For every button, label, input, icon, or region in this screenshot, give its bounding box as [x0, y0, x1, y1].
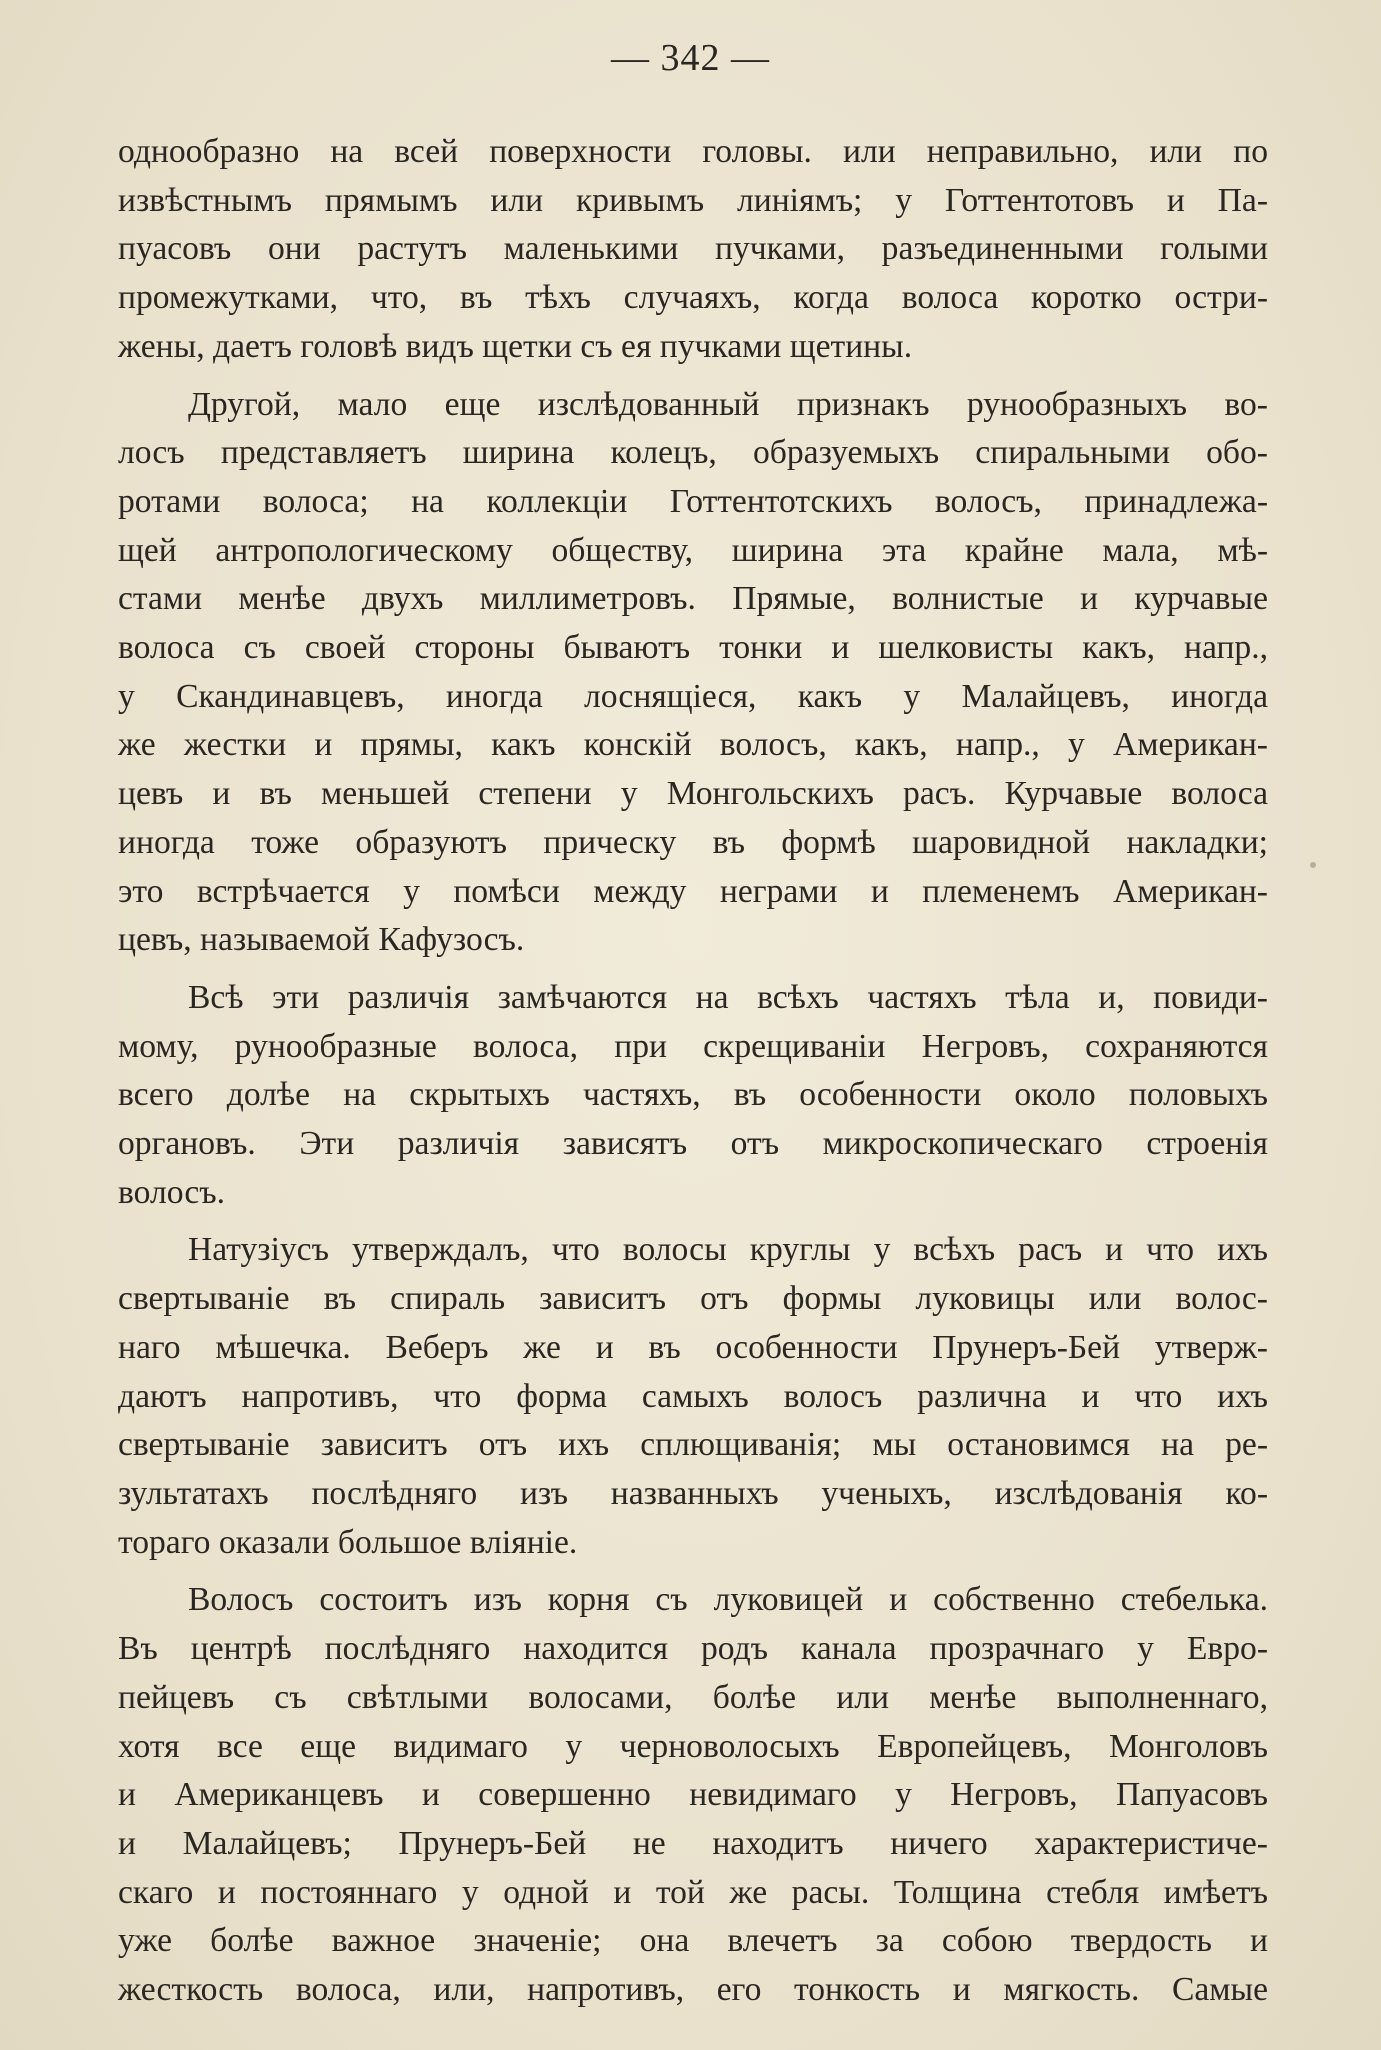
text-line: лосъ представляетъ ширина колецъ, образуемыхъ спиральными обо- [118, 434, 1268, 472]
text-line: зультатахъ послѣдняго изъ названныхъ ученыхъ, изслѣдованія ко- [118, 1474, 1268, 1512]
text-line: и Малайцевъ; Прунеръ-Бей не находитъ ничего характеристиче- [118, 1824, 1268, 1862]
text-line: это встрѣчается у помѣси между неграми и племенемъ Американ- [118, 872, 1268, 910]
text-line: мому, рунообразные волоса, при скрещиваніи Негровъ, сохраняются [118, 1027, 1268, 1065]
text-line: Всѣ эти различія замѣчаются на всѣхъ частяхъ тѣла и, повиди- [188, 978, 1268, 1016]
text-line: у Скандинавцевъ, иногда лоснящіеся, какъ у Малайцевъ, иногда [118, 677, 1268, 715]
text-line: волосъ. [118, 1173, 226, 1211]
text-line: цевъ, называемой Кафузосъ. [118, 921, 525, 959]
text-line: Въ центрѣ послѣдняго находится родъ канала прозрачнаго у Евро- [118, 1630, 1268, 1668]
text-line: жены, даетъ головѣ видъ щетки съ ея пучками щетины. [118, 327, 913, 365]
text-line: даютъ напротивъ, что форма самыхъ волосъ различна и что ихъ [118, 1377, 1268, 1415]
body-text [118, 128, 1268, 2024]
text-line: хотя все еще видимаго у черноволосыхъ Европейцевъ, Монголовъ [118, 1727, 1268, 1765]
text-line: Другой, мало еще изслѣдованный признакъ рунообразныхъ во- [188, 385, 1268, 423]
text-line: пейцевъ съ свѣтлыми волосами, болѣе или менѣе выполненнаго, [118, 1678, 1268, 1716]
text-line: скаго и постояннаго у одной и той же расы. Толщина стебля имѣетъ [118, 1873, 1268, 1911]
text-line: жесткость волоса, или, напротивъ, его тонкость и мягкость. Самые [118, 1971, 1268, 2009]
text-line: Волосъ состоитъ изъ корня съ луковицей и собственно стебелька. [188, 1581, 1268, 1619]
text-line: цевъ и въ меньшей степени у Монгольскихъ расъ. Курчавые волоса [118, 775, 1268, 813]
paragraph-5 [118, 1576, 1268, 2014]
text-line: иногда тоже образуютъ прическу въ формѣ шаровидной накладки; [118, 823, 1268, 861]
text-line: тораго оказали большое вліяніе. [118, 1523, 578, 1561]
page-number: — 342 — [611, 37, 770, 79]
text-line: наго мѣшечка. Веберъ же и въ особенности Прунеръ-Бей утверж- [118, 1328, 1268, 1366]
text-line: волоса съ своей стороны бываютъ тонки и шелковисты какъ, напр., [118, 629, 1268, 667]
text-line: стами менѣе двухъ миллиметровъ. Прямые, волнистые и курчавые [118, 580, 1268, 618]
paragraph-1 [118, 128, 1268, 372]
paragraph-4 [118, 1226, 1268, 1567]
text-line: однообразно на всей поверхности головы. или неправильно, или по [118, 133, 1268, 170]
text-line: всего долѣе на скрытыхъ частяхъ, въ особенности около половыхъ [118, 1076, 1268, 1114]
text-line: Натузіусъ утверждалъ, что волосы круглы у всѣхъ расъ и что ихъ [188, 1231, 1268, 1269]
text-line: ротами волоса; на коллекціи Готтентотскихъ волосъ, принадлежа- [118, 482, 1268, 520]
paragraph-3 [118, 974, 1268, 1218]
text-line: же жестки и прямы, какъ конскій волосъ, какъ, напр., у Американ- [118, 726, 1268, 764]
text-line: щей антропологическому обществу, ширина эта крайне мала, мѣ- [118, 531, 1268, 569]
paper-speck [1310, 862, 1316, 868]
text-line: органовъ. Эти различія зависятъ отъ микроскопическаго строенія [118, 1125, 1268, 1163]
text-line: промежутками, что, въ тѣхъ случаяхъ, когда волоса коротко остри- [118, 279, 1268, 317]
paragraph-2 [118, 381, 1268, 965]
text-line: извѣстнымъ прямымъ или кривымъ линіямъ; у Готтентотовъ и Па- [118, 181, 1268, 219]
text-line: и Американцевъ и совершенно невидимаго у Негровъ, Папуасовъ [118, 1776, 1268, 1814]
text-line: свертываніе въ спираль зависитъ отъ формы луковицы или волос- [118, 1280, 1268, 1318]
text-line: пуасовъ они растутъ маленькими пучками, разъединенными голыми [118, 230, 1268, 268]
text-line: свертываніе зависитъ отъ ихъ сплющиванія; мы остановимся на ре- [118, 1426, 1268, 1464]
text-line: уже болѣе важное значеніе; она влечетъ за собою твердость и [118, 1922, 1268, 1960]
